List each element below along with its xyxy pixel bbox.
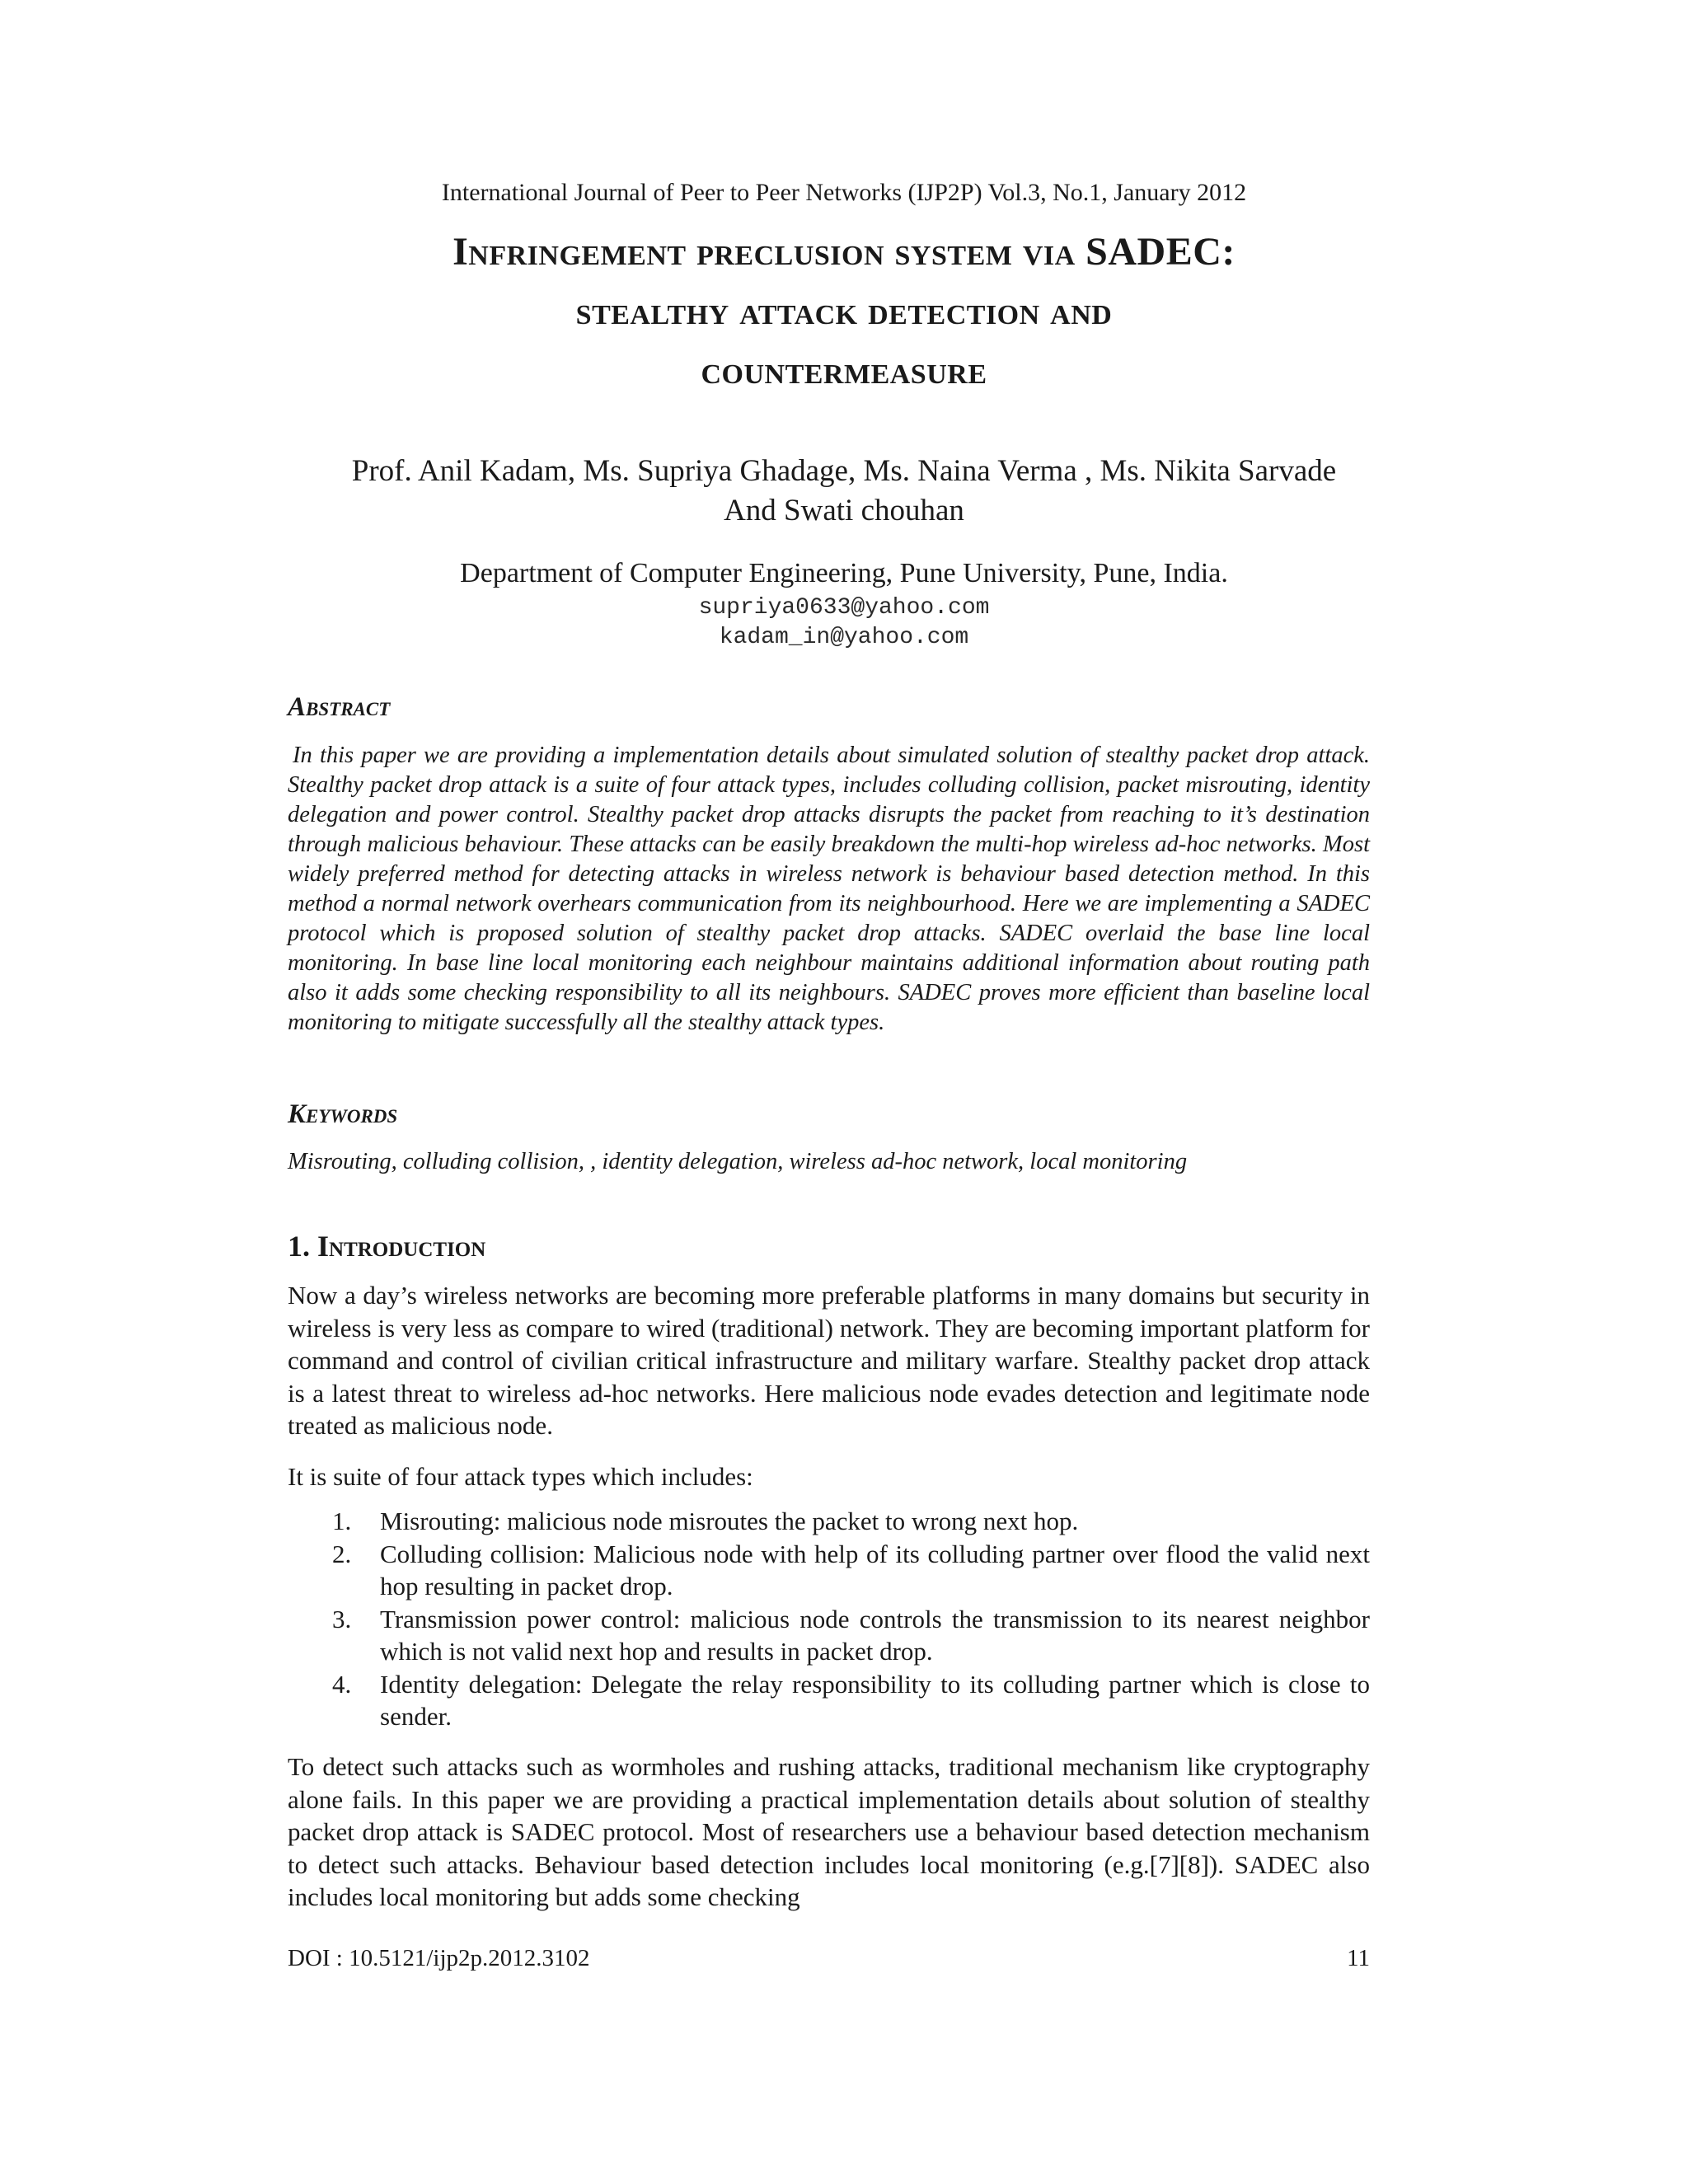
list-item	[332, 1505, 1370, 1538]
list-item-number: 3.	[332, 1604, 352, 1633]
footer-doi: DOI : 10.5121/ijp2p.2012.3102	[288, 1945, 590, 1971]
author-list	[247, 452, 1441, 531]
attack-type-list	[332, 1505, 1370, 1733]
abstract-text: In this paper we are providing a implementation details about simulated solution of stealthy packet drop attack. Stealthy packet drop attack is a suite of four attack types, includes colluding collision, packet misrouting, identity delegation and power control. Stealthy packet drop attacks disrupts the packet from reaching to it’s destination through malicious behaviour. These attacks can be easily breakdown the multi-hop wireless ad-hoc networks. Most widely preferred method for detecting attacks in wireless network is behaviour based detection method. In this method a normal network overhears communication from its neighbourhood. Here we are implementing a SADEC protocol which is proposed solution of stealthy packet drop attacks. SADEC overlaid the base line local monitoring. In base line local monitoring each neighbour maintains additional information about routing path also it adds some checking responsibility to all its neighbours. SADEC proves more efficient than baseline local monitoring to mitigate successfully all the stealthy attack types.	[288, 743, 1370, 1035]
journal-header: International Journal of Peer to Peer Networks (IJP2P) Vol.3, No.1, January 2012	[441, 179, 1247, 206]
email-2: kadam_in@yahoo.com	[719, 625, 969, 650]
list-item-text: Misrouting: malicious node misroutes the packet to wrong next hop.	[380, 1507, 1079, 1535]
list-item	[332, 1538, 1370, 1603]
intro-paragraph-3: To detect such attacks such as wormholes and rushing attacks, traditional mechanism like cryptography alone fails. In this paper we are providing a practical implementation details about solution of stealthy packet drop attack is SADEC protocol. Most of researchers use a behaviour based detection mechanism to detect such attacks. Behaviour based detection includes local monitoring (e.g.[7][8]). SADEC also includes local monitoring but adds some checking	[288, 1752, 1370, 1911]
list-item-number: 2.	[332, 1539, 352, 1568]
keywords-text: Misrouting, colluding collision, , identity delegation, wireless ad-hoc network, local monitoring	[288, 1149, 1188, 1174]
title-line-1: Infringement preclusion system via SADEC:	[452, 230, 1236, 274]
intro-paragraph-1: Now a day’s wireless networks are becoming more preferable platforms in many domains but security in wireless is very less as compare to wired (traditional) network. They are becoming important platform for command and control of civilian critical infrastructure and military warfare. Stealthy packet drop attack is a latest threat to wireless ad-hoc networks. Here malicious node evades detection and legitimate node treated as malicious node.	[288, 1281, 1370, 1440]
list-item	[332, 1603, 1370, 1668]
introduction-heading: 1. Introduction	[288, 1230, 486, 1263]
list-item	[332, 1668, 1370, 1733]
list-item-text: Identity delegation: Delegate the relay responsibility to its colluding partner which is close to sender.	[380, 1669, 1370, 1731]
authors-line-2: And Swati chouhan	[724, 494, 964, 527]
email-list	[247, 593, 1441, 653]
keywords-heading: Keywords	[288, 1099, 398, 1129]
authors-line-1: Prof. Anil Kadam, Ms. Supriya Ghadage, Ms. Naina Verma , Ms. Nikita Sarvade	[351, 454, 1337, 488]
list-item-number: 4.	[332, 1669, 352, 1699]
page-number: 11	[1347, 1945, 1370, 1971]
email-1: supriya0633@yahoo.com	[698, 595, 990, 621]
paper-title	[247, 223, 1441, 401]
title-line-2: stealthy attack detection and	[575, 289, 1113, 333]
list-item-text: Colluding collision: Malicious node with help of its colluding partner over flood the valid next hop resulting in packet drop.	[380, 1539, 1370, 1601]
affiliation: Department of Computer Engineering, Pune University, Pune, India.	[460, 558, 1228, 588]
list-item-text: Transmission power control: malicious node controls the transmission to its nearest neighbor which is not valid next hop and results in packet drop.	[380, 1604, 1370, 1666]
title-line-3: countermeasure	[701, 349, 987, 392]
list-item-number: 1.	[332, 1507, 352, 1535]
abstract-heading: Abstract	[288, 692, 391, 722]
intro-paragraph-2: It is suite of four attack types which includes:	[288, 1462, 753, 1491]
